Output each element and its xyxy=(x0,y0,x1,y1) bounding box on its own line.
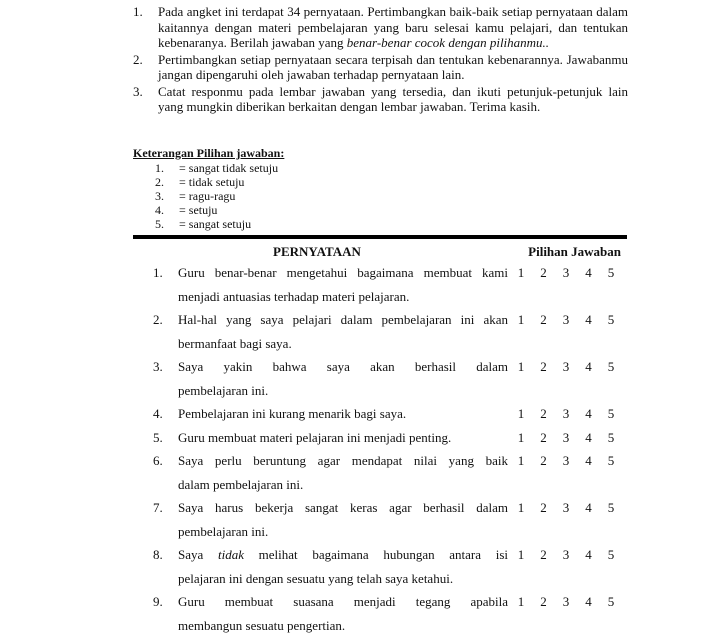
scale-option-1[interactable]: 1 xyxy=(517,265,525,280)
scale-option-5[interactable]: 5 xyxy=(607,429,615,445)
instruction-item xyxy=(133,4,628,51)
scale-option-2[interactable]: 2 xyxy=(540,265,547,280)
instruction-text: Pertimbangkan setiap pernyataan secara terpisah dan tentukan kebenarannya. xyxy=(158,51,563,67)
scale-option-2[interactable]: 2 xyxy=(540,547,547,562)
scale-option-1[interactable]: 1 xyxy=(517,429,525,445)
statement-text: Saya harus bekerja sangat keras agar berhasil dalam pembelajaran ini. xyxy=(178,500,508,539)
legend-item: 4. = setuju xyxy=(155,203,218,217)
scale-option-5[interactable]: 5 xyxy=(607,312,615,327)
scale-option-3[interactable]: 3 xyxy=(562,406,570,421)
scale-option-2[interactable]: 2 xyxy=(540,406,547,421)
scale-option-3[interactable]: 3 xyxy=(562,453,570,468)
statement-number: 5. xyxy=(153,429,163,445)
instruction-text: Catat responmu pada lembar jawaban yang tersedia, dan ikuti petunjuk-petunjuk xyxy=(158,83,603,99)
scale-option-3[interactable]: 3 xyxy=(562,500,570,515)
answer-scale xyxy=(516,449,616,473)
scale-option-2[interactable]: 2 xyxy=(540,359,547,374)
scale-option-3[interactable]: 3 xyxy=(562,265,570,280)
statement-text: Guru membuat materi pelajaran ini menjadi penting. xyxy=(178,429,452,445)
legend-title: Keterangan Pilihan jawaban: xyxy=(133,146,285,160)
legend-item: 1. = sangat tidak setuju xyxy=(155,161,279,175)
scale-option-1[interactable]: 1 xyxy=(517,594,525,609)
scale-option-4[interactable]: 4 xyxy=(585,359,592,374)
scale-option-4[interactable]: 4 xyxy=(585,312,592,327)
scale-option-2[interactable]: 2 xyxy=(540,312,547,327)
scale-option-3[interactable]: 3 xyxy=(562,547,570,562)
table-row xyxy=(133,543,627,590)
scale-option-1[interactable]: 1 xyxy=(517,312,525,327)
statement-text: Hal-hal yang saya pelajari dalam pembelajaran ini akan bermanfaat bagi saya. xyxy=(178,312,508,351)
scale-option-2[interactable]: 2 xyxy=(540,453,547,468)
table-row xyxy=(133,426,627,450)
instruction-text: Pada angket ini terdapat 34 pernyataan. Pertimbangkan baik-baik setiap xyxy=(158,4,533,19)
scale-option-4[interactable]: 4 xyxy=(585,500,592,515)
instruction-text: pelajari, dan tentukan kebenaranya. Berilah jawaban yang xyxy=(158,19,628,50)
legend-item: 2. = tidak setuju xyxy=(155,175,245,189)
statement-number: 7. xyxy=(153,500,163,515)
scale-option-1[interactable]: 1 xyxy=(517,547,525,562)
statement-text: Saya yakin bahwa saya akan berhasil dalam pembelajaran ini. xyxy=(178,359,508,398)
scale-option-4[interactable]: 4 xyxy=(585,594,592,609)
answer-legend xyxy=(133,146,433,231)
scale-option-4[interactable]: 4 xyxy=(585,265,592,280)
scale-option-2[interactable]: 2 xyxy=(540,429,547,445)
scale-option-1[interactable]: 1 xyxy=(517,500,525,515)
table-row xyxy=(133,308,627,355)
instruction-number: 2. xyxy=(133,51,143,67)
legend-item: 3. = ragu-ragu xyxy=(155,189,236,203)
scale-option-4[interactable]: 4 xyxy=(585,429,592,445)
table-row xyxy=(133,355,627,402)
answer-scale xyxy=(516,355,616,379)
statement-number: 8. xyxy=(153,547,163,562)
scale-option-4[interactable]: 4 xyxy=(585,453,592,468)
statement-text: Guru benar-benar mengetahui bagaimana membuat kami menjadi antuasias terhadap materi pelajaran. xyxy=(178,265,508,304)
scale-option-5[interactable]: 5 xyxy=(607,547,615,562)
statement-number: 3. xyxy=(153,359,163,374)
statement-number: 9. xyxy=(153,594,163,609)
table-row xyxy=(133,449,627,496)
statement-number: 6. xyxy=(153,453,163,468)
table-row xyxy=(133,496,627,543)
scale-option-3[interactable]: 3 xyxy=(562,594,570,609)
scale-option-5[interactable]: 5 xyxy=(607,265,615,280)
scale-option-2[interactable]: 2 xyxy=(540,500,547,515)
legend-item: 5. = sangat setuju xyxy=(155,217,252,231)
answer-scale xyxy=(516,496,616,520)
instruction-item xyxy=(133,52,628,83)
scale-option-3[interactable]: 3 xyxy=(562,359,570,374)
scale-option-1[interactable]: 1 xyxy=(517,406,525,421)
scale-option-4[interactable]: 4 xyxy=(585,547,592,562)
answer-scale xyxy=(516,543,616,567)
instruction-number: 3. xyxy=(133,83,143,99)
scale-option-3[interactable]: 3 xyxy=(562,429,570,445)
scale-option-4[interactable]: 4 xyxy=(585,406,592,421)
instruction-number: 1. xyxy=(133,4,143,19)
table-row xyxy=(133,402,627,426)
scale-option-5[interactable]: 5 xyxy=(607,594,615,609)
table-header xyxy=(133,244,627,260)
statement-rows xyxy=(133,261,627,637)
statement-text: Pembelajaran ini kurang menarik bagi saya. xyxy=(178,406,407,421)
scale-option-1[interactable]: 1 xyxy=(517,359,525,374)
answer-scale xyxy=(516,426,616,450)
answer-scale xyxy=(516,308,616,332)
statement-number: 1. xyxy=(153,265,163,280)
answer-scale xyxy=(516,261,616,285)
scale-option-5[interactable]: 5 xyxy=(607,406,615,421)
scale-option-5[interactable]: 5 xyxy=(607,359,615,374)
statement-text: Guru membuat suasana menjadi tegang apabila membangun sesuatu pengertian. xyxy=(178,594,508,633)
answer-scale xyxy=(516,402,616,426)
scale-option-5[interactable]: 5 xyxy=(607,453,615,468)
instruction-emphasis: benar-benar cocok dengan pilihanmu.. xyxy=(346,35,550,50)
scale-option-3[interactable]: 3 xyxy=(562,312,570,327)
statement-text: Saya tidak melihat bagaimana hubungan antara isi pelajaran ini dengan sesuatu yang telah saya ketahui. xyxy=(178,547,508,586)
statement-column-header: PERNYATAAN xyxy=(273,244,361,259)
instruction-text: pernyataan dalam kaitannya dengan materi pembelajaran yang baru selesai kamu xyxy=(158,4,628,35)
table-row xyxy=(133,261,627,308)
choice-column-header: Pilihan Jawaban xyxy=(528,244,621,259)
instruction-item xyxy=(133,84,628,115)
scale-option-2[interactable]: 2 xyxy=(540,594,547,609)
answer-scale xyxy=(516,590,616,614)
statement-number: 2. xyxy=(153,312,163,327)
instructions-list xyxy=(133,4,628,116)
instruction-text: lain yang mungkin diberikan berkaitan dengan lembar jawaban. Terima kasih. xyxy=(158,83,629,114)
emphasis: tidak xyxy=(217,547,244,562)
statement-text: Saya perlu beruntung agar mendapat nilai yang baik dalam pembelajaran ini. xyxy=(178,453,508,492)
table-top-rule xyxy=(133,235,627,239)
scale-option-5[interactable]: 5 xyxy=(607,500,615,515)
instruction-text: Jawabanmu jangan dipengaruhi oleh jawaban terhadap pernyataan lain. xyxy=(158,51,628,82)
statement-number: 4. xyxy=(153,406,163,421)
scale-option-1[interactable]: 1 xyxy=(517,453,525,468)
